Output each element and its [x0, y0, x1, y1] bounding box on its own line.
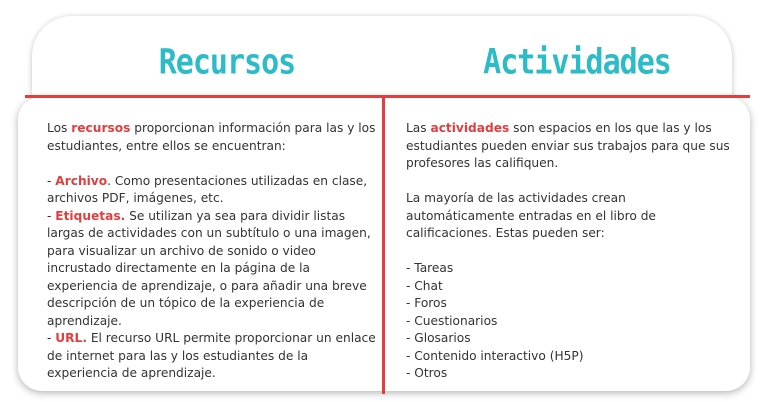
horizontal-divider — [25, 95, 750, 98]
recursos-heading: Recursos — [158, 41, 296, 83]
actividades-column — [406, 120, 736, 383]
recursos-column — [47, 120, 377, 383]
list-item: - Otros — [406, 366, 448, 380]
recursos-intro: Los recursos proporcionan información para las y los estudiantes, entre ellos se encuentran: — [47, 121, 376, 153]
actividades-keyword: actividades — [430, 121, 510, 135]
actividades-intro: Las actividades son espacios en los que las y los estudiantes pueden enviar sus trabajos para que sus profesores las califiquen. — [406, 121, 730, 170]
archivo-item: - Archivo. Como presentaciones utilizadas en clase, archivos PDF, imágenes, etc. — [47, 173, 368, 205]
header-row — [32, 30, 732, 94]
list-item: - Foros — [406, 296, 447, 310]
list-item: - Cuestionarios — [406, 313, 498, 328]
list-item: - Chat — [406, 278, 443, 293]
etiquetas-keyword: Etiquetas. — [55, 208, 126, 223]
archivo-keyword: Archivo — [55, 173, 108, 188]
actividades-para2: La mayoría de las actividades crean automáticamente entradas en el libro de calificaciones. Estas pueden ser: — [406, 191, 656, 240]
etiquetas-item: - Etiquetas. Se utilizan ya sea para dividir listas largas de actividades con un subtítulo o una imagen, para visualizar un archivo de sonido o video incrustado directamente en la página de la experiencia de aprendizaje, o para añadir una breve descripción de un tópico de la experiencia de aprendizaje. — [47, 208, 371, 328]
vertical-divider — [382, 96, 385, 394]
list-item: - Contenido interactivo (H5P) — [406, 348, 584, 363]
actividades-list — [406, 260, 736, 383]
list-item: - Tareas — [406, 261, 454, 275]
url-keyword: URL. — [55, 331, 87, 345]
url-item: - URL. El recurso URL permite proporcionar un enlace de internet para las y los estudiantes de la experiencia de aprendizaje. — [47, 331, 376, 380]
list-item: - Glosarios — [406, 331, 471, 345]
recursos-keyword: recursos — [71, 121, 131, 135]
actividades-heading: Actividades — [483, 41, 671, 83]
